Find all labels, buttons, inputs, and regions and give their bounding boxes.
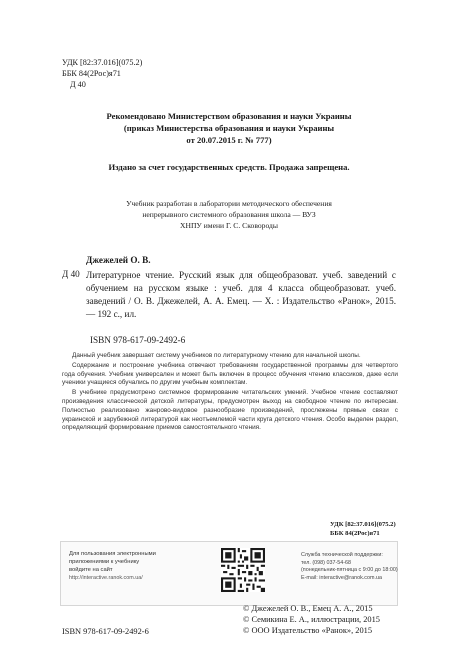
copyright-line: © Джежелей О. В., Емец А. А., 2015 bbox=[243, 604, 373, 613]
state-funded-notice: Издано за счет государственных средств. Продажа запрещена. bbox=[108, 162, 350, 172]
ministry-recommendation bbox=[60, 110, 398, 146]
copyright-line: © ООО Издательство «Ранок», 2015 bbox=[243, 626, 373, 635]
electronic-line: Для пользования электронными bbox=[69, 551, 156, 557]
annotation-paragraph: Данный учебник завершает систему учебников по литературному чтению для начальной школы. bbox=[72, 352, 361, 359]
electronic-info bbox=[69, 550, 187, 582]
support-line: Служба технической поддержки: bbox=[301, 552, 383, 558]
classification-block bbox=[62, 57, 142, 90]
annotation-paragraph: Содержание и построение учебника отвечают требованиям государственной программы для четвертого года обучения. Учебник универсален и может быть включен в процесс обучения чтению классиков, даже если ученики учащиеся обучались по другим учебным комплектам. bbox=[62, 361, 398, 387]
support-info bbox=[301, 552, 396, 582]
author-mark: Д 40 bbox=[70, 80, 86, 89]
classification-repeat bbox=[330, 520, 396, 538]
copyright-block bbox=[243, 603, 380, 636]
catalog-description: Литературное чтение. Русский язык для общеобразоват. учеб. заведений с обучением на русском языке : учеб. для 4 класса общеобразоват. учеб. заведений / О. В. Джежелей, А. А. Емец. — Х. : Издательство «Ранок», 2015. — 192 с., ил. bbox=[86, 270, 396, 319]
electronic-line: войдите на сайт bbox=[69, 567, 113, 573]
isbn-bottom: ISBN 978-617-09-2492-6 bbox=[62, 627, 149, 636]
qr-code-icon bbox=[221, 548, 265, 592]
developer-line: Учебник разработан в лаборатории методического обеспечения bbox=[126, 199, 332, 208]
annotation-paragraph: В учебнике предусмотрено системное формирование читательских умений. Учебное чтение составляют произведения классической детской литературы, предусмотрен выход на свободное чтение по интересам. Полностью реализовано жанрово-видовое разнообразие произведений, прослежены прямые связи с украинской и зарубежной литературой как неотъемлемой части круга детского чтения. Особо выделен раздел, определяющий формирование приемов самостоятельного чтения. bbox=[62, 389, 398, 432]
catalog-isbn: ISBN 978-617-09-2492-6 bbox=[90, 335, 186, 345]
developer-note bbox=[70, 198, 388, 231]
annotation bbox=[62, 352, 398, 434]
catalog-author: Джежелей О. В. bbox=[86, 255, 151, 265]
support-email[interactable]: E-mail: interactive@ranok.com.ua bbox=[301, 574, 382, 581]
developer-line: непрерывного системного образования школа — ВУЗ bbox=[142, 210, 316, 219]
bbk-code: ББК 84(2Рос)я71 bbox=[62, 69, 121, 78]
recommendation-line: Рекомендовано Министерством образования и науки Украины bbox=[106, 111, 352, 121]
recommendation-line: (приказ Министерства образования и науки Украины bbox=[123, 123, 335, 133]
resource-link[interactable]: http://interactive.ranok.com.ua/ bbox=[69, 575, 143, 581]
electronic-line: приложениями к учебнику bbox=[69, 559, 140, 565]
electronic-resources-box bbox=[60, 541, 398, 606]
copyright-line: © Семикина Е. А., иллюстрации, 2015 bbox=[243, 615, 380, 624]
support-line: тел. (098) 037-54-68 bbox=[301, 559, 352, 566]
catalog-code: Д 40 bbox=[62, 269, 80, 279]
developer-line: ХНПУ имени Г. С. Сковороды bbox=[179, 221, 279, 230]
support-line: (понедельник-пятница с 9:00 до 18:00) bbox=[301, 567, 398, 574]
udc-code: УДК [82:37.016](075.2) bbox=[62, 58, 143, 67]
recommendation-line: от 20.07.2015 г. № 777) bbox=[186, 135, 272, 145]
udc-code-repeat: УДК [82:37.016](075.2) bbox=[330, 521, 396, 528]
bbk-code-repeat: ББК 84(2Рос)я71 bbox=[330, 530, 380, 537]
